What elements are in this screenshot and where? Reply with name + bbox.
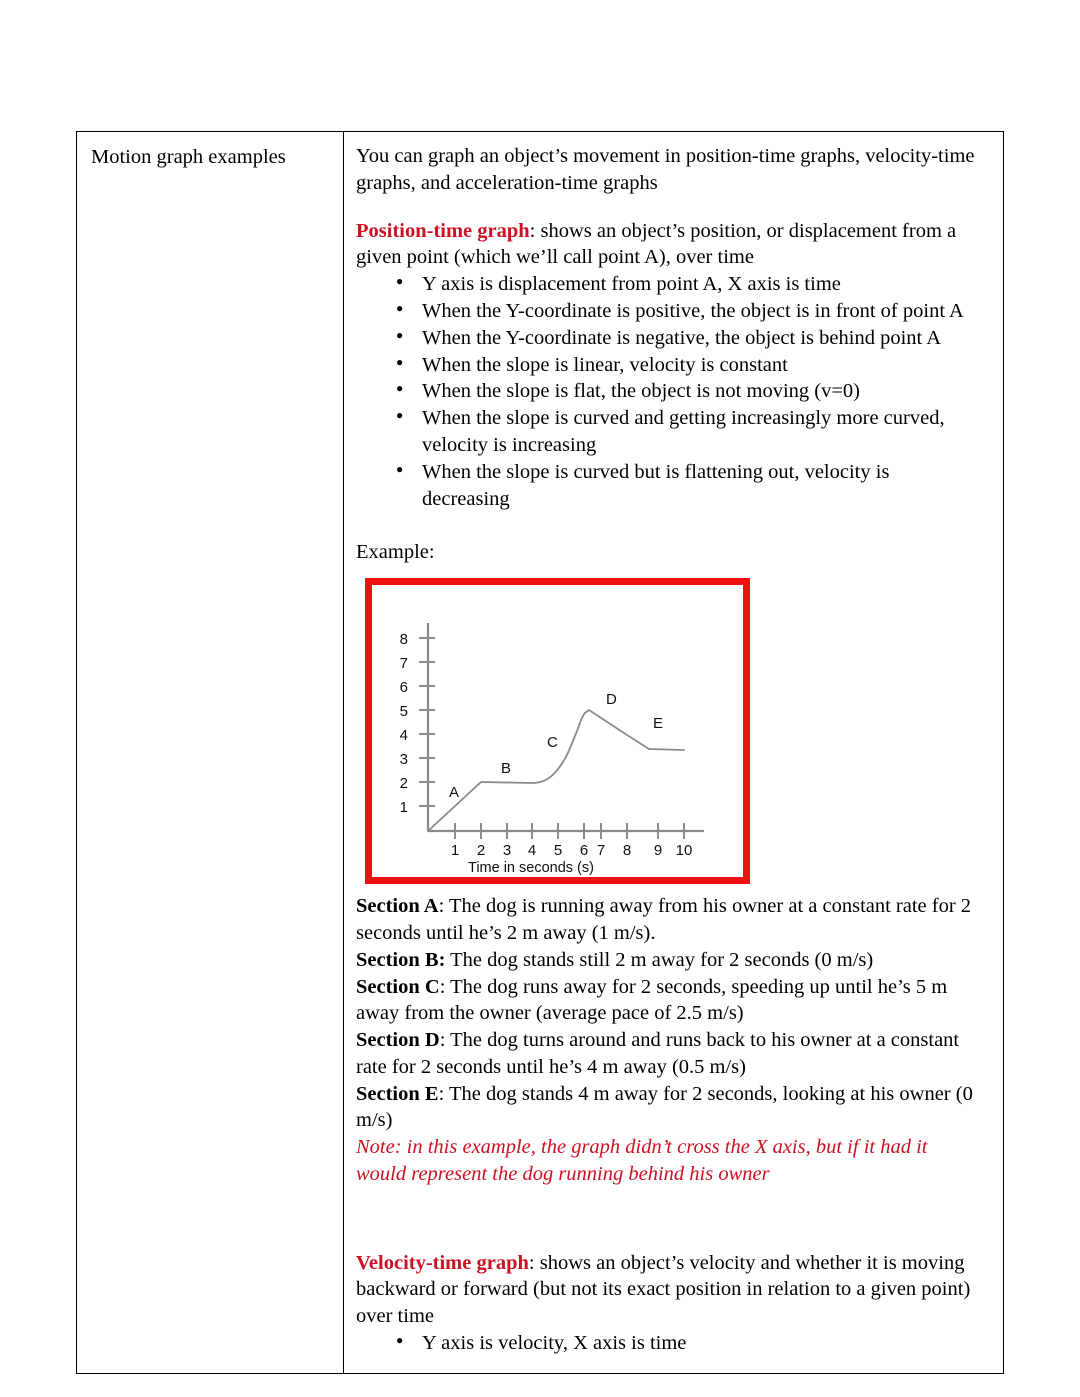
curve-segment-e [649,749,684,750]
section-a-text: : The dog is running away from his owner at a constant rate for 2 seconds until he’s 2 m away (1 m/s). [356,895,972,945]
chart-inner [372,585,743,877]
position-time-chart [365,578,750,884]
section-c-row [356,974,981,1028]
chart-annotation-c: C [547,734,558,752]
ytick-label: 5 [399,703,408,721]
xtick-label: 9 [653,842,663,860]
motion-graph-table [76,131,1004,1374]
ytick-label: 8 [399,631,408,649]
list-item: ● When the Y-coordinate is positive, the object is in front of point A [422,298,981,325]
section-d-text: : The dog turns around and runs back to his owner at a constant rate for 2 seconds until he’s 4 m away (0.5 m/s) [356,1029,960,1078]
spacer [356,1188,981,1250]
position-time-bullet-list [356,271,981,513]
list-item: ● Y axis is displacement from point A, X axis is time [422,271,981,298]
chart-annotation-d: D [606,691,617,709]
xtick-label: 7 [596,842,606,860]
section-c-label: Section C [356,975,440,998]
section-c-text: : The dog runs away for 2 seconds, speeding up until he’s 5 m away from the owner (average pace of 2.5 m/s) [356,975,948,1025]
ytick-label: 1 [399,799,408,817]
xtick-label: 1 [450,842,460,860]
xtick-label: 5 [553,842,563,860]
ytick-label: 2 [399,775,408,793]
row-label-cell [77,132,344,1374]
position-time-definition-text: : shows an object’s position, or displacement from a given point (which we’ll call point A), over time [356,219,957,269]
section-a-row [356,893,981,947]
section-d-label: Section D [356,1029,440,1052]
note-paragraph: Note: in this example, the graph didn’t cross the X axis, but if it had it would represent the dog running behind his owner [356,1136,928,1185]
velocity-time-bullet-list [356,1330,981,1357]
spacer [356,884,981,893]
section-e-text: : The dog stands 4 m away for 2 seconds, looking at his owner (0 m/s) [356,1082,973,1132]
section-b-row [356,947,981,974]
chart-annotation-e: E [653,715,664,733]
xtick-label: 4 [527,842,537,860]
ytick-label: 3 [399,751,408,769]
velocity-time-definition [356,1250,981,1330]
intro-paragraph: You can graph an object’s movement in position-time graphs, velocity-time graphs, and acceleration-time graphs [356,145,975,194]
list-item: ● When the Y-coordinate is negative, the object is behind point A [422,325,981,352]
section-b-text: The dog stands still 2 m away for 2 seconds (0 m/s) [445,948,874,971]
chart-annotation-a: A [449,784,460,802]
chart-svg [372,585,743,877]
table-row [77,132,1004,1374]
section-b-label: Section B: [356,948,446,971]
ytick-label: 4 [399,727,408,745]
xtick-label: 8 [622,842,632,860]
xtick-label: 10 [675,842,693,860]
section-a-label: Section A [356,895,439,918]
list-item: ● When the slope is curved but is flattening out, velocity is decreasing [422,459,981,513]
section-e-row [356,1081,981,1135]
curve-segment-d [585,710,649,749]
row-content-cell [344,132,1004,1374]
ytick-label: 7 [399,655,408,673]
list-item: ● Y axis is velocity, X axis is time [422,1330,981,1357]
xtick-label: 6 [579,842,589,860]
row-label-text: Motion graph examples [91,146,286,168]
spacer [356,197,981,218]
list-item: ● When the slope is flat, the object is not moving (v=0) [422,378,981,405]
xtick-label: 3 [502,842,512,860]
section-e-label: Section E [356,1082,439,1105]
example-label: Example: [356,540,435,563]
position-time-definition [356,218,981,272]
velocity-time-definition-text: : shows an object’s velocity and whether it is moving backward or forward (but not its exact position in relation to a given point) over time [356,1251,971,1328]
spacer [356,513,981,539]
position-time-term: Position-time graph [356,219,530,242]
list-item: ● When the slope is linear, velocity is constant [422,352,981,379]
chart-annotation-b: B [501,760,512,778]
xtick-label: 2 [476,842,486,860]
ytick-label: 6 [399,679,408,697]
section-d-row [356,1027,981,1081]
velocity-time-term: Velocity-time graph [356,1251,529,1274]
x-axis-title: Time in seconds (s) [468,860,594,877]
list-item: ● When the slope is curved and getting increasingly more curved, velocity is increasing [422,405,981,459]
